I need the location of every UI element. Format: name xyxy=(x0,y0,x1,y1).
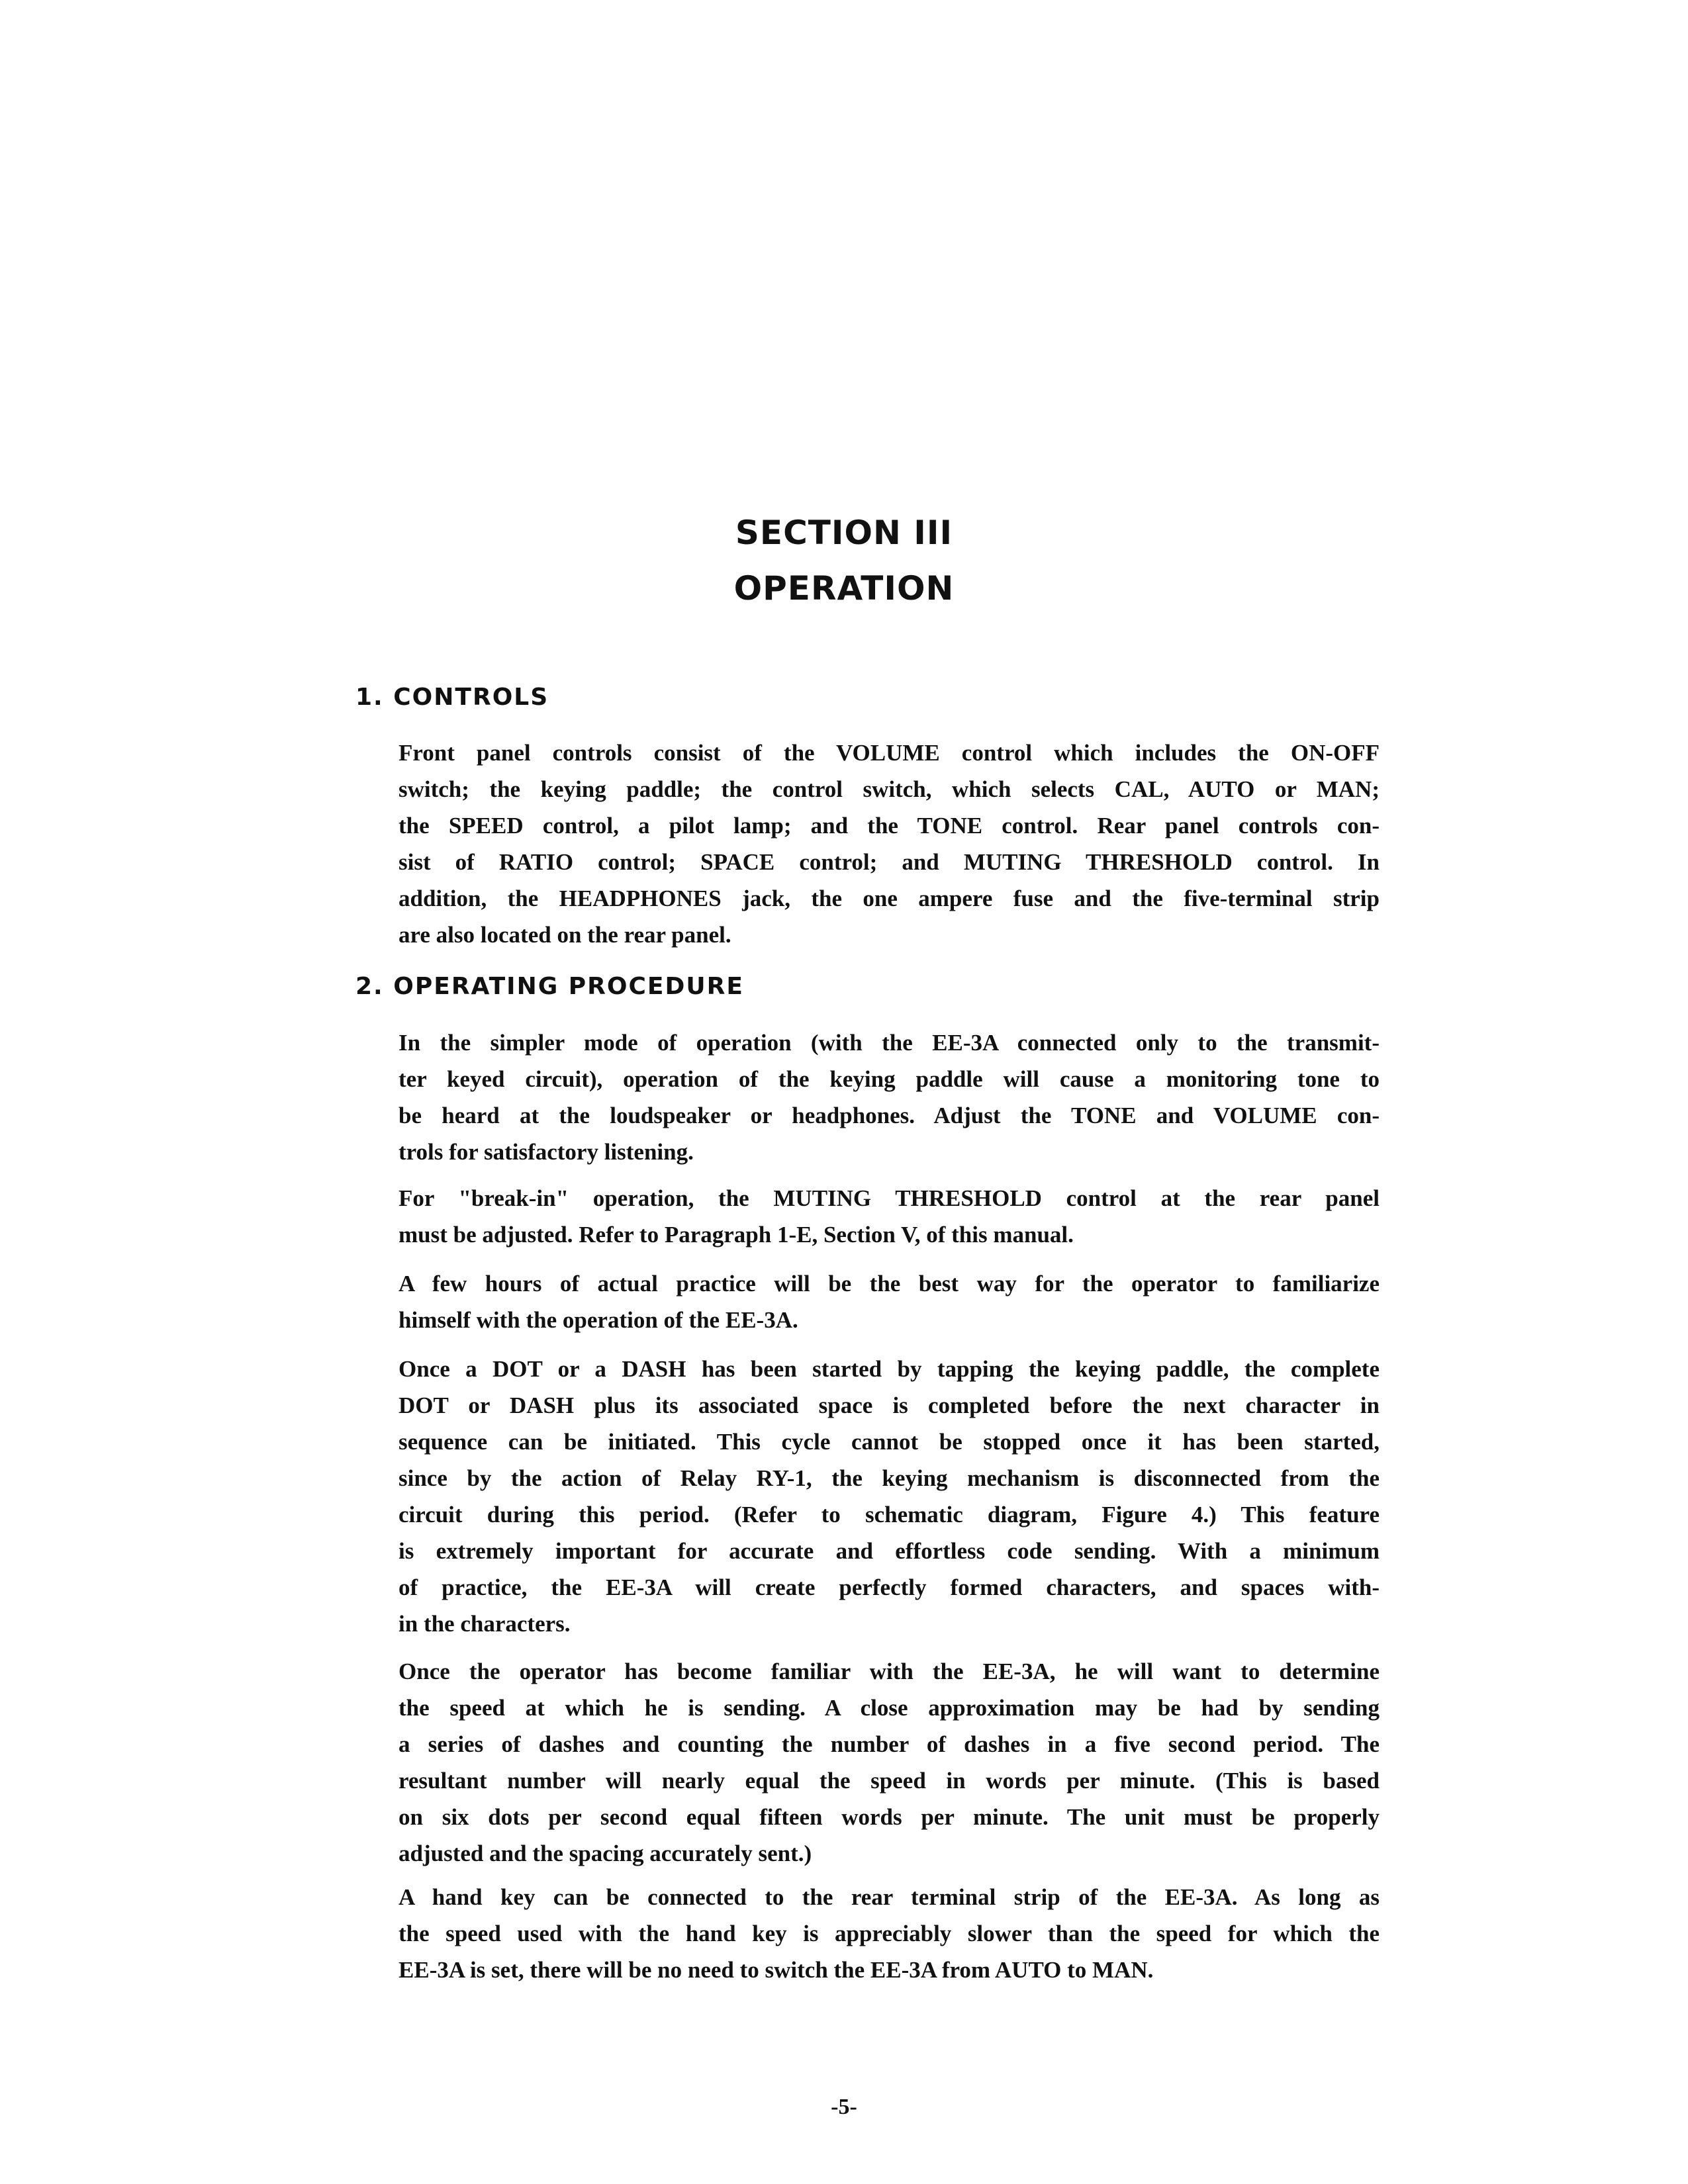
page-number: -5- xyxy=(831,2095,857,2119)
text-line: Once a DOT or a DASH has been started by tapping the keying paddle, the complete xyxy=(399,1356,1380,1382)
text-line: adjusted and the spacing accurately sent.) xyxy=(399,1841,812,1866)
text-line: circuit during this period. (Refer to schematic diagram, Figure 4.) This feature xyxy=(399,1502,1380,1527)
paragraph-simpler-mode xyxy=(399,1024,1380,1170)
text-line: the SPEED control, a pilot lamp; and the TONE control. Rear panel controls con- xyxy=(399,813,1380,839)
paragraph-speed xyxy=(399,1653,1380,1872)
heading-operating-procedure: 2. OPERATING PROCEDURE xyxy=(355,973,744,1000)
paragraph-break-in xyxy=(399,1180,1380,1253)
text-line: trols for satisfactory listening. xyxy=(399,1139,694,1165)
text-line: addition, the HEADPHONES jack, the one ampere fuse and the five-terminal strip xyxy=(399,886,1380,911)
text-line: A few hours of actual practice will be the best way for the operator to familiarize xyxy=(399,1271,1380,1297)
text-line: is extremely important for accurate and effortless code sending. With a minimum xyxy=(399,1538,1380,1564)
text-line: be heard at the loudspeaker or headphones. Adjust the TONE and VOLUME con- xyxy=(399,1103,1380,1128)
section-subtitle: OPERATION xyxy=(733,569,955,608)
text-line: switch; the keying paddle; the control switch, which selects CAL, AUTO or MAN; xyxy=(399,776,1380,802)
text-line: Front panel controls consist of the VOLUME control which includes the ON-OFF xyxy=(399,740,1380,766)
paragraph-dot-dash xyxy=(399,1351,1380,1642)
text-line: are also located on the rear panel. xyxy=(399,922,731,948)
text-line: Once the operator has become familiar with the EE-3A, he will want to determine xyxy=(399,1659,1380,1684)
text-line: sequence can be initiated. This cycle cannot be stopped once it has been started, xyxy=(399,1429,1380,1455)
text-line: resultant number will nearly equal the speed in words per minute. (This is based xyxy=(399,1768,1380,1794)
text-line: ter keyed circuit), operation of the keying paddle will cause a monitoring tone to xyxy=(399,1066,1380,1092)
text-line: himself with the operation of the EE-3A. xyxy=(399,1307,798,1333)
text-line: EE-3A is set, there will be no need to switch the EE-3A from AUTO to MAN. xyxy=(399,1957,1154,1983)
text-line: since by the action of Relay RY-1, the keying mechanism is disconnected from the xyxy=(399,1465,1380,1491)
text-line: DOT or DASH plus its associated space is completed before the next character in xyxy=(399,1392,1380,1418)
text-line: For "break-in" operation, the MUTING THRESHOLD control at the rear panel xyxy=(399,1185,1380,1211)
section-title: SECTION III xyxy=(735,514,953,552)
text-line: on six dots per second equal fifteen words per minute. The unit must be properly xyxy=(399,1804,1380,1830)
text-line: In the simpler mode of operation (with the EE-3A connected only to the transmit- xyxy=(399,1030,1380,1056)
text-line: of practice, the EE-3A will create perfectly formed characters, and spaces with- xyxy=(399,1574,1380,1600)
paragraph-hand-key xyxy=(399,1879,1380,1988)
heading-controls: 1. CONTROLS xyxy=(355,684,549,711)
paragraph-practice xyxy=(399,1265,1380,1338)
text-line: A hand key can be connected to the rear terminal strip of the EE-3A. As long as xyxy=(399,1884,1380,1910)
text-line: the speed at which he is sending. A close approximation may be had by sending xyxy=(399,1695,1380,1721)
text-line: in the characters. xyxy=(399,1611,571,1637)
text-line: the speed used with the hand key is appreciably slower than the speed for which the xyxy=(399,1921,1380,1946)
text-line: must be adjusted. Refer to Paragraph 1-E, Section V, of this manual. xyxy=(399,1222,1074,1248)
text-line: sist of RATIO control; SPACE control; and MUTING THRESHOLD control. In xyxy=(399,849,1380,875)
paragraph-controls xyxy=(399,735,1380,953)
text-line: a series of dashes and counting the number of dashes in a five second period. The xyxy=(399,1731,1380,1757)
